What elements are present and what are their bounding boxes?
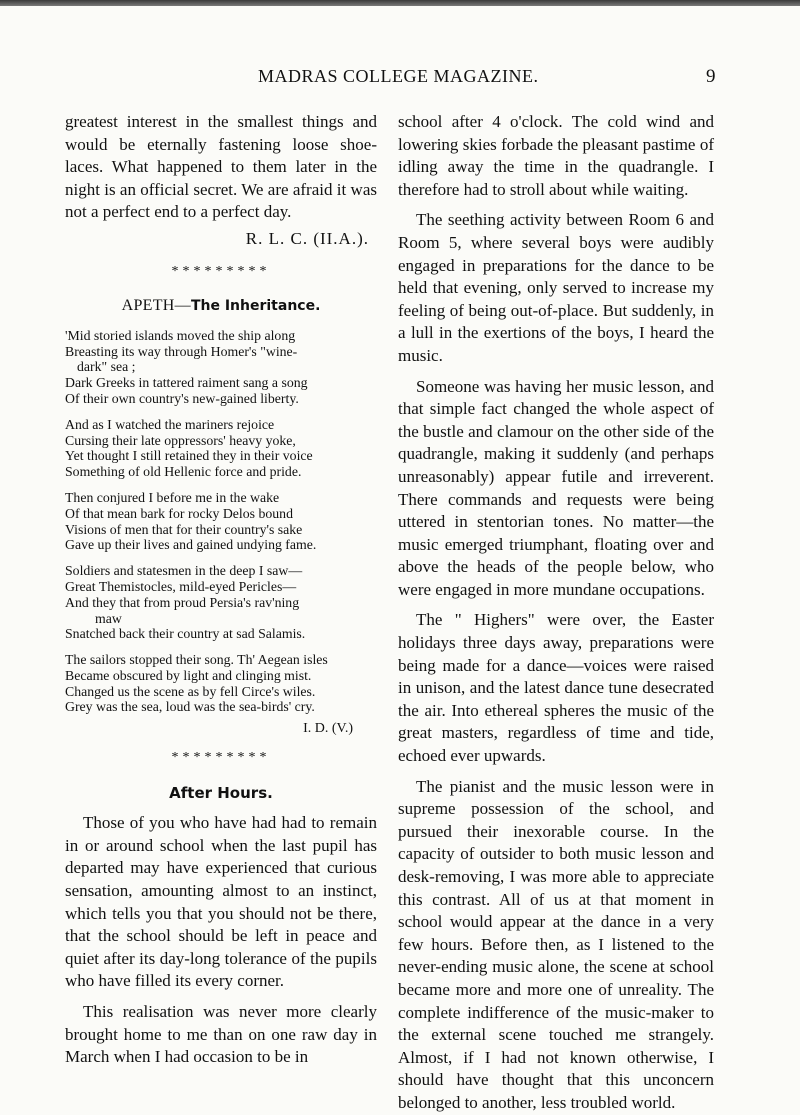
right-column bbox=[398, 111, 714, 1115]
poem bbox=[65, 328, 377, 737]
intro-paragraph: greatest interest in the smallest things and would be eternally fastening loose shoe-laces. What happened to them later in the night is an official secret. We are afraid it was not a perfect end to a perfect day. bbox=[65, 112, 377, 222]
poem-signature: I. D. (V.) bbox=[303, 721, 353, 737]
poem-title bbox=[65, 295, 377, 318]
body-paragraph: Someone was having her music lesson, and that simple fact changed the whole aspect of the bustle and clamour on the other side of the quadrangle, making it suddenly (and perhaps unreasonably) appear futile and irreverent. There commands and requests were being uttered in stentorian tones. No matter—the music emerged triumphant, floating over and above the heads of the people below, who were engaged in more mundane occupations. bbox=[398, 376, 714, 599]
poem-line: Something of old Hellenic force and pride. bbox=[65, 464, 302, 480]
poem-line: Gave up their lives and gained undying fame. bbox=[65, 537, 317, 553]
poem-line: Grey was the sea, loud was the sea-birds' cry. bbox=[65, 699, 315, 715]
poem-line: The sailors stopped their song. Th' Aegean isles bbox=[65, 652, 328, 668]
body-paragraph: The " Highers" were over, the Easter holidays three days away, preparations were being made for a dance—voices were raised in unison, and the latest dance tune desecrated the air. Into ethereal spheres the music of the great masters, regardless of time and tide, echoed ever upwards. bbox=[398, 610, 714, 766]
poem-line: And they that from proud Persia's rav'ning bbox=[65, 594, 300, 610]
body-paragraph: Those of you who have had had to remain in or around school when the last pupil has departed may have experienced that curious sensation, amounting almost to an instinct, which tells you that you should not be there, that the school should be left in peace and quiet after its day-long tolerance of the pupils who have filled its every corner. bbox=[65, 813, 377, 991]
poem-line: maw bbox=[95, 610, 122, 626]
poem-line: Of their own country's new-gained liberty. bbox=[65, 390, 299, 406]
poem-line: Breasting its way through Homer's "wine- bbox=[65, 343, 298, 359]
section-title: After Hours. bbox=[169, 783, 273, 802]
poem-line: Became obscured by light and clinging mist. bbox=[65, 667, 312, 683]
section-divider-stars: ********* bbox=[171, 263, 271, 279]
poem-stanza bbox=[65, 563, 377, 642]
poem-line: Great Themistocles, mild-eyed Pericles— bbox=[65, 578, 297, 594]
poem-line: Then conjured I before me in the wake bbox=[65, 489, 280, 505]
poem-line: Of that mean bark for rocky Delos bound bbox=[65, 505, 293, 521]
poem-title-english: The Inheritance. bbox=[190, 298, 321, 315]
poem-line: Visions of men that for their country's sake bbox=[65, 521, 303, 537]
intro-signature: R. L. C. (II.A.). bbox=[245, 228, 369, 248]
poem-stanza bbox=[65, 652, 377, 715]
poem-line: 'Mid storied islands moved the ship along bbox=[65, 327, 296, 343]
body-paragraph: The seething activity between Room 6 and Room 5, where several boys were audibly engaged in preparations for the dance to be held that evening, only served to increase my feeling of being out-of-place. But suddenly, in a lull in the exertions of the boys, I heard the music. bbox=[398, 210, 714, 365]
poem-line: Soldiers and statesmen in the deep I saw— bbox=[65, 563, 303, 579]
poem-stanza bbox=[65, 490, 377, 553]
poem-line: Changed us the scene as by fell Circe's wiles. bbox=[65, 683, 316, 699]
section-divider-stars: ********* bbox=[171, 750, 271, 766]
poem-stanza bbox=[65, 328, 377, 407]
body-paragraph: school after 4 o'clock. The cold wind and lowering skies forbade the pleasant pastime of idling away the time in the quadrangle. I therefore had to stroll about while waiting. bbox=[398, 112, 714, 199]
poem-line: dark" sea ; bbox=[77, 359, 136, 375]
magazine-title: MADRAS COLLEGE MAGAZINE. bbox=[258, 66, 539, 86]
left-column bbox=[65, 111, 377, 1069]
poem-line: And as I watched the mariners rejoice bbox=[65, 416, 275, 432]
poem-line: Cursing their late oppressors' heavy yoke, bbox=[65, 432, 296, 448]
poem-line: Yet thought I still retained they in their voice bbox=[65, 448, 313, 464]
body-paragraph: This realisation was never more clearly brought home to me than on one raw day in March when I had occasion to be in bbox=[65, 1002, 377, 1067]
poem-line: Snatched back their country at sad Salamis. bbox=[65, 626, 306, 642]
top-border bbox=[0, 0, 800, 6]
page-header bbox=[0, 66, 800, 92]
poem-stanza bbox=[65, 417, 377, 480]
body-paragraph: The pianist and the music lesson were in supreme possession of the school, and pursued their inexorable course. In the capacity of outsider to both music lesson and desk-removing, I was more able to appreciate this contrast. All of us at that moment in school would appear at the dance in a very few hours. Before then, as I listened to the never-ending music alone, the scene at school became more and more one of unreality. The complete indifference of the music-maker to the external scene touched me strangely. Almost, if I had not known otherwise, I should have thought that this unconcern belonged to another, less troubled world. bbox=[398, 776, 714, 1112]
poem-line: Dark Greeks in tattered raiment sang a song bbox=[65, 375, 308, 391]
poem-title-greek: ΑΡΕΤΗ— bbox=[121, 297, 191, 315]
page-number: 9 bbox=[706, 66, 716, 87]
